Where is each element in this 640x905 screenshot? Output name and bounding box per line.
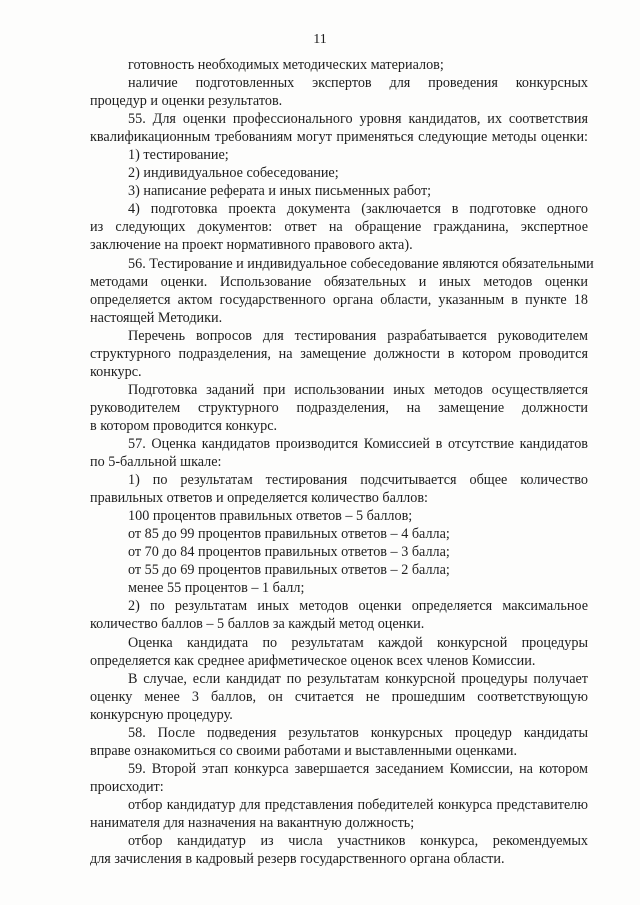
text-line: конкурсную процедуру. [90, 706, 233, 723]
text-line: 59. Второй этап конкурса завершается заседанием Комиссии, на котором [128, 760, 588, 777]
text-line: количество баллов – 5 баллов за каждый метод оценки. [90, 616, 425, 633]
text-line: от 85 до 99 процентов правильных ответов – 4 балла; [128, 526, 450, 543]
text-line: правильных ответов и определяется количество баллов: [90, 490, 428, 507]
text-line: 56. Тестирование и индивидуальное собеседование являются обязательными [128, 255, 594, 272]
text-line: 2) индивидуальное собеседование; [128, 165, 339, 182]
text-line: определяется актом государственного органа области, указанным в пункте 18 [90, 291, 588, 308]
text-line: менее 55 процентов – 1 балл; [128, 580, 305, 597]
text-line: В случае, если кандидат по результатам конкурсной процедуры получает [128, 670, 588, 687]
text-line: 4) подготовка проекта документа (заключается в подготовке одного [128, 201, 588, 218]
text-line: 1) по результатам тестирования подсчитывается общее количество [128, 472, 588, 489]
text-line: оценку менее 3 баллов, он считается не прошедшим соответствующую [90, 688, 588, 705]
text-line: определяется как среднее арифметическое оценок всех членов Комиссии. [90, 652, 536, 669]
text-line: Подготовка заданий при использовании иных методов осуществляется [128, 381, 588, 398]
text-line: настоящей Методики. [90, 309, 223, 326]
text-line: конкурс. [90, 363, 142, 380]
text-line: 100 процентов правильных ответов – 5 баллов; [128, 508, 413, 525]
text-line: методами оценки. Использование обязательных и иных методов оценки [90, 273, 588, 290]
text-line: готовность необходимых методических материалов; [128, 57, 444, 73]
text-line: от 55 до 69 процентов правильных ответов – 2 балла; [128, 562, 450, 579]
text-line: 3) написание реферата и иных письменных работ; [128, 183, 432, 200]
text-line: для зачисления в кадровый резерв государственного органа области. [90, 851, 505, 868]
text-line: 1) тестирование; [128, 147, 229, 164]
text-line: от 70 до 84 процентов правильных ответов – 3 балла; [128, 544, 450, 561]
text-line: в котором проводится конкурс. [90, 417, 278, 434]
text-line: руководителем структурного подразделения, на замещение должности [90, 399, 588, 416]
text-line: процедур и оценки результатов. [90, 93, 283, 110]
text-line: происходит: [90, 778, 164, 795]
text-line: 58. После подведения результатов конкурсных процедур кандидаты [128, 724, 588, 741]
text-line: квалификационным требованиям могут применяться следующие методы оценки: [90, 129, 588, 146]
text-line: вправе ознакомиться со своими работами и выставленными оценками. [90, 742, 518, 759]
page-number: 11 [313, 32, 327, 47]
text-line: структурного подразделения, на замещение должности в котором проводится [90, 345, 588, 362]
text-line: из следующих документов: ответ на обращение гражданина, экспертное [90, 219, 588, 236]
text-line: заключение на проект нормативного правового акта). [90, 237, 413, 254]
text-line: по 5-балльной шкале: [90, 454, 222, 471]
text-line: 55. Для оценки профессионального уровня кандидатов, их соответствия [128, 111, 588, 128]
text-line: 2) по результатам иных методов оценки определяется максимальное [128, 598, 588, 615]
text-line: наличие подготовленных экспертов для проведения конкурсных [128, 75, 588, 92]
text-line: Оценка кандидата по результатам каждой конкурсной процедуры [128, 634, 588, 651]
text-line: отбор кандидатур из числа участников конкурса, рекомендуемых [128, 833, 588, 850]
document-body [90, 56, 594, 868]
text-line: отбор кандидатур для представления победителей конкурса представителю [128, 796, 588, 813]
text-line: нанимателя для назначения на вакантную должность; [90, 814, 415, 831]
text-line: 57. Оценка кандидатов производится Комиссией в отсутствие кандидатов [128, 435, 588, 452]
text-line: Перечень вопросов для тестирования разрабатывается руководителем [128, 327, 588, 344]
